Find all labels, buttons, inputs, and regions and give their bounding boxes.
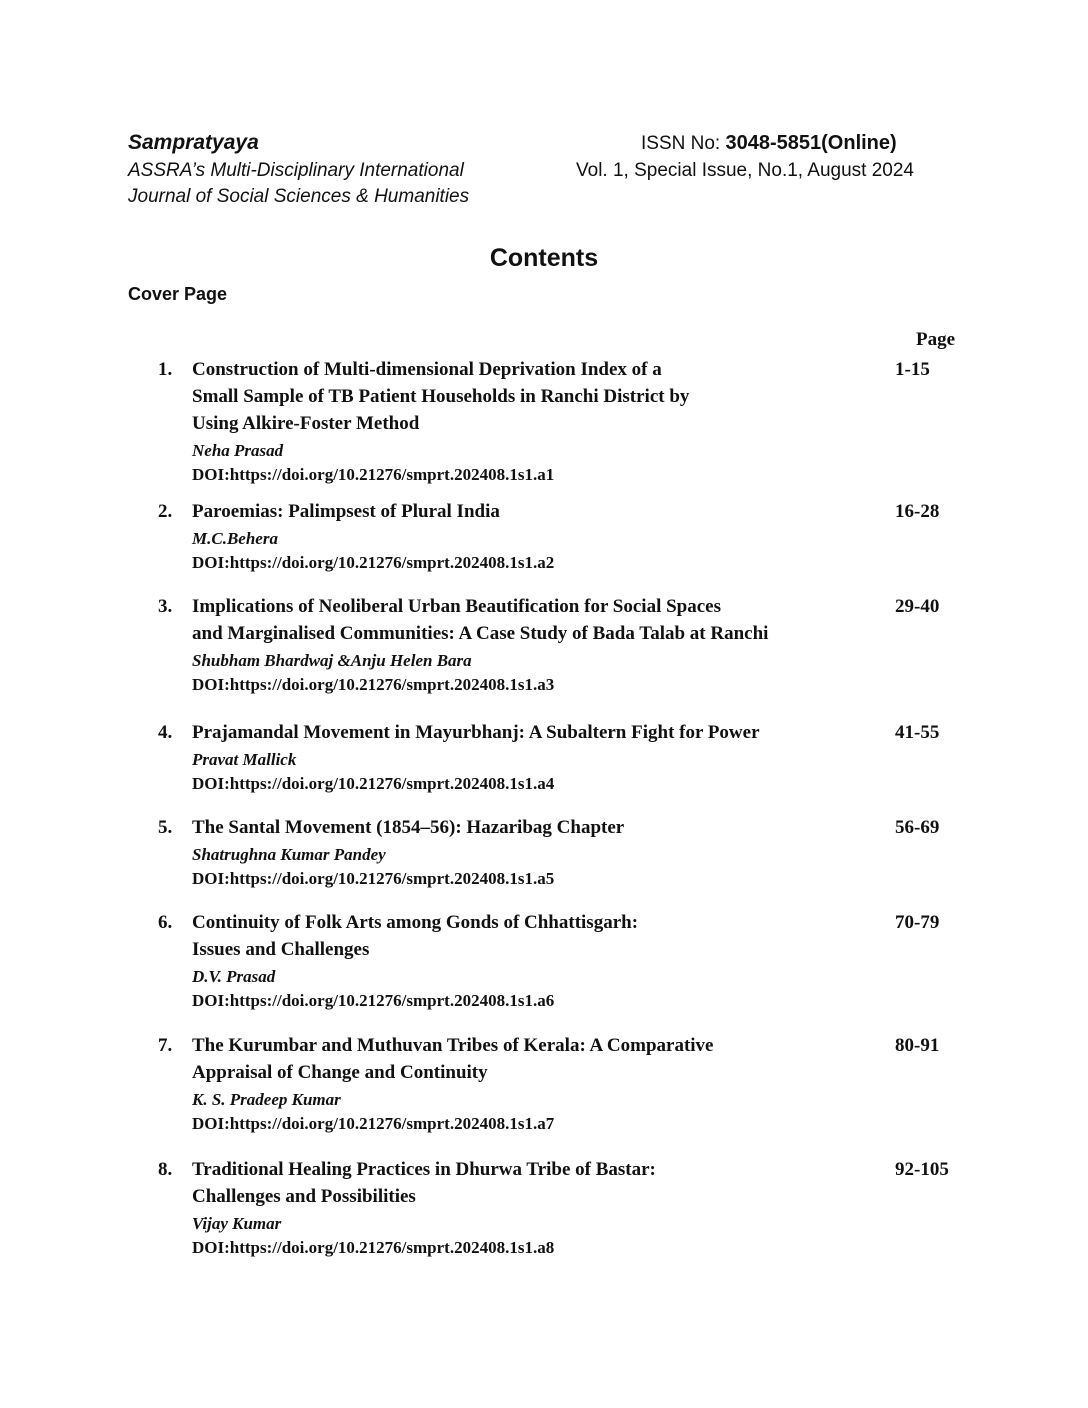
- entry-title: [192, 498, 882, 525]
- entry-doi: DOI:https://doi.org/10.21276/smprt.202408.1s1.a8: [192, 1238, 555, 1257]
- entry-title-line: and Marginalised Communities: A Case Study of Bada Talab at Ranchi: [192, 623, 769, 644]
- entry-number: 2.: [158, 501, 173, 522]
- entry-pages: 29-40: [895, 596, 940, 617]
- entry-title-line: Implications of Neoliberal Urban Beautification for Social Spaces: [192, 596, 721, 617]
- entry-number: 3.: [158, 596, 173, 617]
- entry-body: [192, 593, 882, 697]
- journal-subtitle-line-1: ASSRA’s Multi-Disciplinary International: [128, 160, 464, 181]
- page-column-label: Page: [916, 329, 956, 350]
- entry-number: 1.: [158, 359, 173, 380]
- entry-title: [192, 1156, 882, 1210]
- entry-title-line: Continuity of Folk Arts among Gonds of Chhattisgarh:: [192, 912, 639, 933]
- entry-doi: DOI:https://doi.org/10.21276/smprt.202408.1s1.a4: [192, 774, 555, 793]
- entry-author: Shatrughna Kumar Pandey: [192, 845, 386, 864]
- entry-title: [192, 1032, 882, 1086]
- entry-pages: 92-105: [895, 1159, 949, 1180]
- entry-pages: 41-55: [895, 722, 940, 743]
- entry-title-line: Prajamandal Movement in Mayurbhanj: A Subaltern Fight for Power: [192, 722, 760, 743]
- entry-author: Vijay Kumar: [192, 1214, 282, 1233]
- issn-number: 3048-5851(Online): [725, 132, 897, 154]
- entry-doi: DOI:https://doi.org/10.21276/smprt.202408.1s1.a2: [192, 553, 555, 572]
- entry-author: D.V. Prasad: [192, 967, 276, 986]
- entry-title: [192, 356, 882, 437]
- entry-title: [192, 814, 882, 841]
- issn: [641, 132, 897, 155]
- entry-body: [192, 909, 882, 1013]
- entry-author: K. S. Pradeep Kumar: [192, 1090, 341, 1109]
- entry-pages: 56-69: [895, 817, 940, 838]
- entry-pages: 80-91: [895, 1035, 940, 1056]
- entry-title-line: Appraisal of Change and Continuity: [192, 1062, 488, 1083]
- entry-title-line: Issues and Challenges: [192, 939, 370, 960]
- entry-author: Pravat Mallick: [192, 750, 297, 769]
- entry-author: Shubham Bhardwaj &Anju Helen Bara: [192, 651, 472, 670]
- entry-body: [192, 719, 882, 796]
- entry-author: Neha Prasad: [192, 441, 284, 460]
- entry-number: 7.: [158, 1035, 173, 1056]
- entry-doi: DOI:https://doi.org/10.21276/smprt.202408.1s1.a6: [192, 991, 555, 1010]
- journal-header: [128, 131, 928, 211]
- entry-doi: DOI:https://doi.org/10.21276/smprt.202408.1s1.a5: [192, 869, 555, 888]
- entry-body: [192, 356, 882, 487]
- entry-author: M.C.Behera: [192, 529, 278, 548]
- entry-pages: 1-15: [895, 359, 930, 380]
- entry-title-line: Construction of Multi-dimensional Deprivation Index of a: [192, 359, 662, 380]
- entry-body: [192, 498, 882, 575]
- journal-name: Sampratyaya: [128, 131, 259, 154]
- entry-number: 5.: [158, 817, 173, 838]
- entry-title-line: Small Sample of TB Patient Households in Ranchi District by: [192, 386, 690, 407]
- entry-doi: DOI:https://doi.org/10.21276/smprt.202408.1s1.a7: [192, 1114, 555, 1133]
- entry-pages: 16-28: [895, 501, 940, 522]
- cover-page-label: Cover Page: [128, 284, 228, 304]
- entry-title-line: The Kurumbar and Muthuvan Tribes of Kerala: A Comparative: [192, 1035, 714, 1056]
- entry-title-line: Challenges and Possibilities: [192, 1186, 416, 1207]
- journal-subtitle-line-2: Journal of Social Sciences & Humanities: [128, 186, 470, 207]
- entry-title: [192, 909, 882, 963]
- entry-body: [192, 814, 882, 891]
- entry-title-line: The Santal Movement (1854–56): Hazaribag Chapter: [192, 817, 625, 838]
- entry-body: [192, 1032, 882, 1136]
- entry-title: [192, 593, 882, 647]
- entry-title-line: Paroemias: Palimpsest of Plural India: [192, 501, 500, 522]
- contents-title: Contents: [489, 244, 599, 272]
- entry-doi: DOI:https://doi.org/10.21276/smprt.202408.1s1.a1: [192, 465, 555, 484]
- entry-title-line: Using Alkire-Foster Method: [192, 413, 420, 434]
- entry-body: [192, 1156, 882, 1260]
- entry-number: 6.: [158, 912, 173, 933]
- entry-number: 4.: [158, 722, 173, 743]
- entry-title-line: Traditional Healing Practices in Dhurwa Tribe of Bastar:: [192, 1159, 656, 1180]
- issn-label: ISSN No:: [641, 133, 726, 154]
- entry-title: [192, 719, 882, 746]
- entry-doi: DOI:https://doi.org/10.21276/smprt.202408.1s1.a3: [192, 675, 555, 694]
- entry-pages: 70-79: [895, 912, 940, 933]
- entry-number: 8.: [158, 1159, 173, 1180]
- volume-info: Vol. 1, Special Issue, No.1, August 2024: [576, 160, 915, 181]
